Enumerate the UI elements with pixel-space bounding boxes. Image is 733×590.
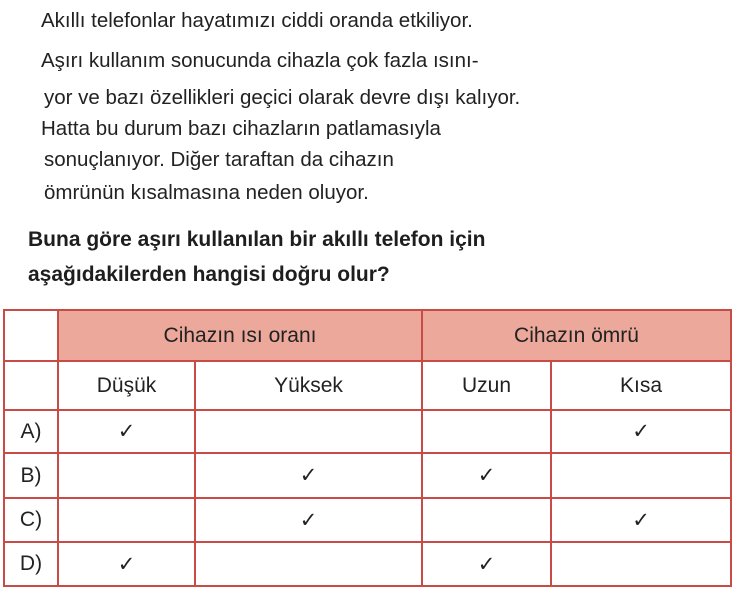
answer-cell <box>195 410 422 453</box>
answer-cell <box>551 542 731 586</box>
sub-header-row <box>4 361 731 410</box>
passage-line: sonuçlanıyor. Diğer taraftan da cihazın <box>44 148 394 171</box>
answer-cell <box>58 498 195 542</box>
answer-table <box>3 309 732 587</box>
answer-cell <box>422 410 551 453</box>
corner-cell <box>4 310 58 361</box>
option-label: D) <box>4 542 58 586</box>
option-row-a[interactable] <box>4 410 731 453</box>
question-line: aşağıdakilerden hangisi doğru olur? <box>28 263 390 286</box>
answer-cell <box>195 542 422 586</box>
sub-header-low: Düşük <box>58 361 195 410</box>
answer-cell <box>551 453 731 498</box>
passage-line: yor ve bazı özellikleri geçici olarak devre dışı kalıyor. <box>44 86 521 109</box>
answer-cell: ✓ <box>58 410 195 453</box>
group-header-row <box>4 310 731 361</box>
sub-header-long: Uzun <box>422 361 551 410</box>
option-label: C) <box>4 498 58 542</box>
option-label: A) <box>4 410 58 453</box>
answer-cell: ✓ <box>551 498 731 542</box>
answer-cell: ✓ <box>422 453 551 498</box>
option-label: B) <box>4 453 58 498</box>
answer-cell: ✓ <box>58 542 195 586</box>
blank-cell <box>4 361 58 410</box>
group-header-lifespan: Cihazın ömrü <box>422 310 731 361</box>
answer-cell: ✓ <box>551 410 731 453</box>
passage-line: ömrünün kısalmasına neden oluyor. <box>44 181 369 204</box>
passage-line: Aşırı kullanım sonucunda cihazla çok fazla ısını- <box>41 49 479 72</box>
sub-header-short: Kısa <box>551 361 731 410</box>
passage-line: Akıllı telefonlar hayatımızı ciddi oranda etkiliyor. <box>41 9 473 32</box>
passage-line: Hatta bu durum bazı cihazların patlamasıyla <box>41 117 441 140</box>
answer-cell: ✓ <box>422 542 551 586</box>
option-row-c[interactable] <box>4 498 731 542</box>
group-header-heat: Cihazın ısı oranı <box>58 310 422 361</box>
answer-cell <box>58 453 195 498</box>
sub-header-high: Yüksek <box>195 361 422 410</box>
question-line: Buna göre aşırı kullanılan bir akıllı telefon için <box>28 228 486 251</box>
option-row-d[interactable] <box>4 542 731 586</box>
answer-cell: ✓ <box>195 453 422 498</box>
answer-cell <box>422 498 551 542</box>
option-row-b[interactable] <box>4 453 731 498</box>
answer-cell: ✓ <box>195 498 422 542</box>
